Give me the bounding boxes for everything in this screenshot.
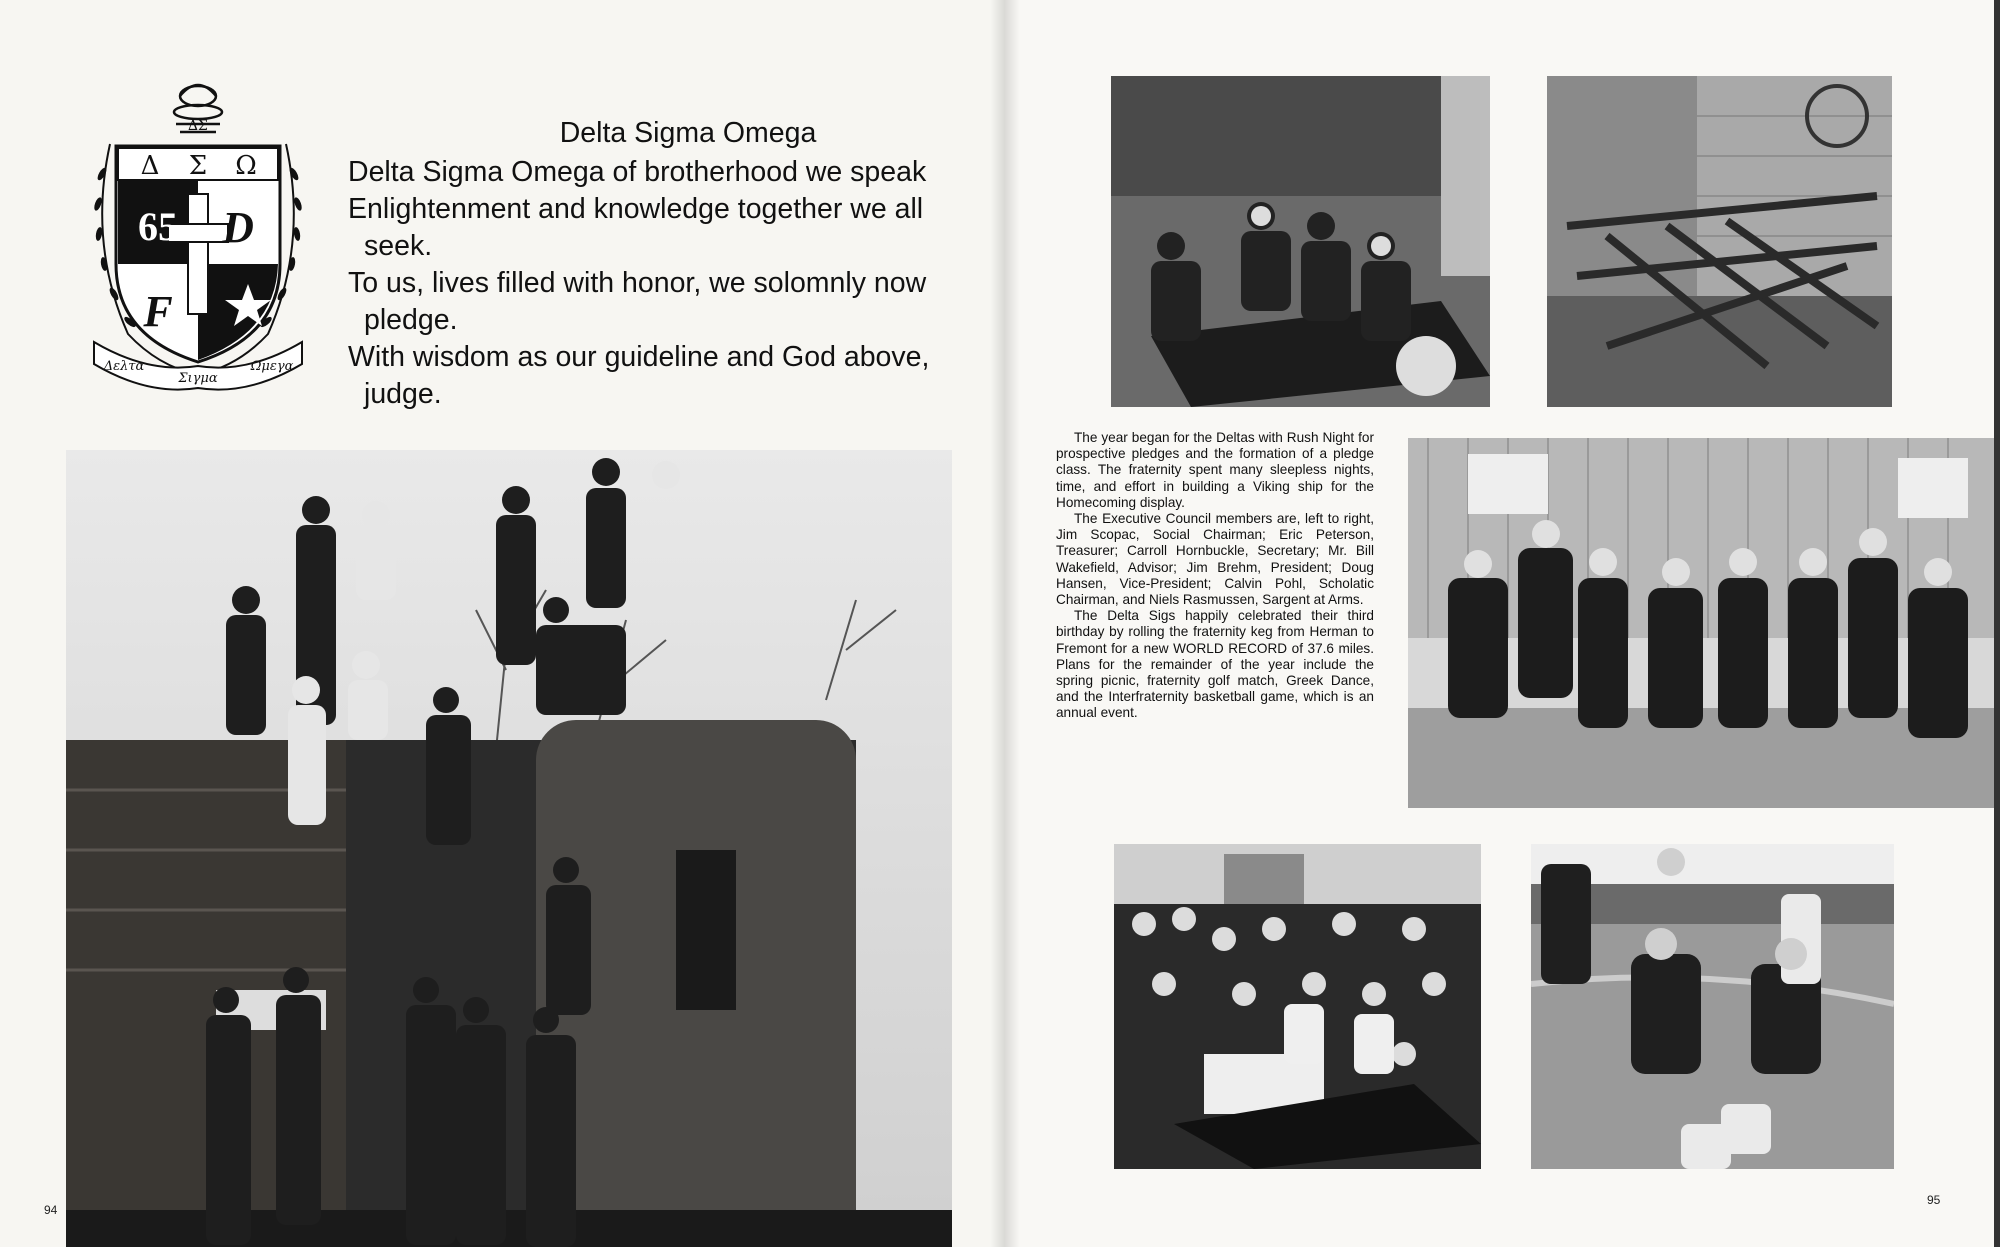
rush-night-photo <box>1111 76 1490 407</box>
crest-banner-mid: Σιγμα <box>178 371 218 386</box>
crest-omega: Ω <box>235 151 257 181</box>
page-number-left: 94 <box>44 1203 58 1217</box>
crest-lettering <box>88 74 308 394</box>
poem-line: To us, lives filled with honor, we solomnly now <box>348 267 927 299</box>
fraternity-poem <box>348 115 988 413</box>
crest-delta: Δ <box>140 151 160 181</box>
poem-line: pledge. <box>364 304 458 336</box>
viking-ship-construction-photo <box>1547 76 1892 407</box>
poem-line: seek. <box>364 230 433 262</box>
page-number-right: 95 <box>1927 1193 1941 1207</box>
executive-council-photo <box>1408 438 1994 808</box>
crest-letter-d: D <box>222 203 254 252</box>
poem-line: With wisdom as our guideline and God above, <box>348 341 930 373</box>
article-paragraph: The year began for the Deltas with Rush Night for prospective pledges and the formation of a pledge class. The fraternity spent many sleepless nights, time, and effort in building a Viking ship for the Homecoming display. <box>1056 430 1374 510</box>
train-group-photo <box>66 450 952 1247</box>
keg-rolling-photo <box>1531 844 1894 1169</box>
svg-text:∆Σ: ∆Σ <box>188 118 208 134</box>
article-paragraph: The Delta Sigs happily celebrated their third birthday by rolling the fraternity keg from Herman to Fremont for a new WORLD RECORD of 37.6 miles. Plans for the remainder of the year include the spring picnic, fraternity golf match, Greek Dance, and the Interfraternity basketball game, which is an annual event. <box>1056 608 1374 721</box>
crest-sigma: Σ <box>188 151 208 181</box>
poem-line: judge. <box>364 378 442 410</box>
article-paragraph: The Executive Council members are, left to right, Jim Scopac, Social Chairman; Eric Peterson, Treasurer; Carroll Hornbuckle, Secretary; Mr. Bill Wakefield, Advisor; Jim Brehm, President; Doug Hansen, Vice-President; Calvin Pohl, Scholatic Chairman, and Niels Rasmussen, Sargent at Arms. <box>1056 511 1374 608</box>
poem-title: Delta Sigma Omega <box>559 117 817 149</box>
poem-line: Delta Sigma Omega of brotherhood we speak <box>348 156 927 188</box>
poem-line: Enlightenment and knowledge together we all <box>348 193 924 225</box>
crest-banner-left: Δελτα <box>103 359 145 374</box>
crest-year: 65 <box>138 204 178 249</box>
scan-edge <box>1994 0 2000 1247</box>
article-text <box>1056 430 1374 722</box>
crest-letter-f: F <box>143 287 173 336</box>
birthday-party-photo <box>1114 844 1481 1169</box>
crest-banner-right: Ωμεγα <box>250 359 294 374</box>
